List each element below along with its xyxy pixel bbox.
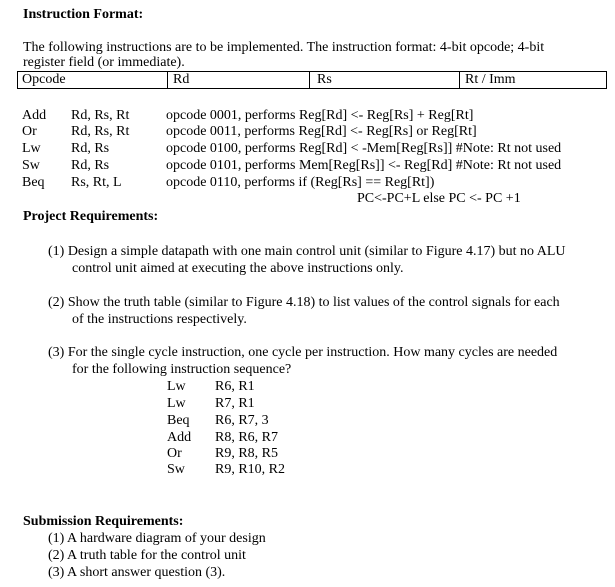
instruction-description: opcode 0110, performs if (Reg[Rs] == Reg[Rt]) [166,175,435,190]
instruction-description: opcode 0100, performs Reg[Rd] < -Mem[Reg[Rs]] #Note: Rt not used [166,141,562,156]
requirement-1-line-1: (1) Design a simple datapath with one main control unit (similar to Figure 4.17) but no ALU [48,244,566,259]
project-requirements-heading: Project Requirements: [23,209,159,224]
sequence-op: Lw [167,396,186,411]
instruction-format-table [17,71,607,89]
sequence-args: R6, R1 [215,379,255,394]
rd-header: Rd [168,72,310,88]
sequence-args: R7, R1 [215,396,255,411]
sequence-args: R8, R6, R7 [215,430,279,445]
intro-line-2: register field (or immediate). [23,55,185,70]
requirement-2-line-2: of the instructions respectively. [72,312,247,327]
sequence-args: R9, R10, R2 [215,462,286,477]
instruction-description: opcode 0101, performs Mem[Reg[Rs]] <- Reg[Rd] #Note: Rt not used [166,158,562,173]
requirement-1-line-2: control unit aimed at executing the above instructions only. [72,261,404,276]
sequence-op: Lw [167,379,186,394]
instruction-mnemonic: Beq [22,175,45,190]
instruction-mnemonic: Sw [22,158,40,173]
instruction-mnemonic: Lw [22,141,41,156]
rs-header: Rs [310,72,460,88]
sequence-args: R6, R7, 3 [215,413,269,428]
instruction-format-heading: Instruction Format: [23,7,144,22]
submission-requirements-heading: Submission Requirements: [23,514,184,529]
sequence-args: R9, R8, R5 [215,446,279,461]
instruction-mnemonic: Or [22,124,37,139]
instruction-operands: Rd, Rs, Rt [71,124,130,139]
requirement-3-line-1: (3) For the single cycle instruction, one cycle per instruction. How many cycles are needed [48,345,558,360]
rt-imm-header: Rt / Imm [465,72,516,87]
submission-item-3: (3) A short answer question (3). [48,565,226,580]
sequence-op: Or [167,446,182,461]
sequence-op: Add [167,430,192,445]
instruction-operands: Rd, Rs [71,158,110,173]
submission-item-1: (1) A hardware diagram of your design [48,531,266,546]
opcode-header: Opcode [18,72,168,88]
intro-line-1: The following instructions are to be implemented. The instruction format: 4-bit opcode; 4-bit [23,40,545,55]
sequence-op: Beq [167,413,190,428]
instruction-mnemonic: Add [22,108,47,123]
instruction-operands: Rd, Rs, Rt [71,108,130,123]
beq-continuation: PC<-PC+L else PC <- PC +1 [357,191,521,206]
requirement-3-line-2: for the following instruction sequence? [72,362,292,377]
instruction-description: opcode 0001, performs Reg[Rd] <- Reg[Rs] + Reg[Rt] [166,108,474,123]
instruction-description: opcode 0011, performs Reg[Rd] <- Reg[Rs] or Reg[Rt] [166,124,477,139]
requirement-2-line-1: (2) Show the truth table (similar to Figure 4.18) to list values of the control signals for each [48,295,560,310]
submission-item-2: (2) A truth table for the control unit [48,548,246,563]
instruction-operands: Rd, Rs [71,141,110,156]
instruction-operands: Rs, Rt, L [71,175,122,190]
sequence-op: Sw [167,462,185,477]
